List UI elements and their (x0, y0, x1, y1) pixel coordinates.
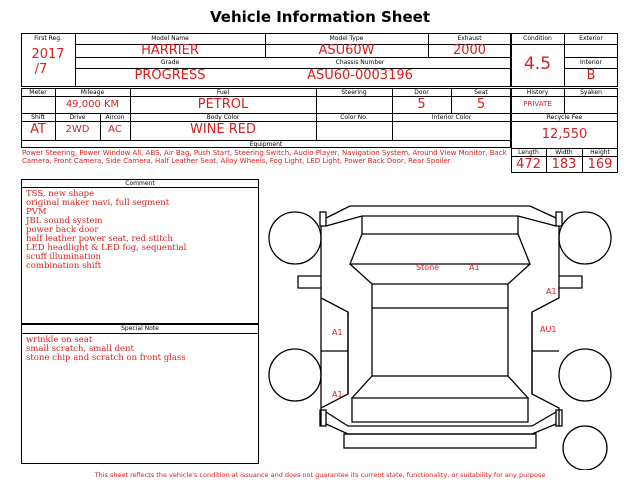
fuel-label: Fuel (216, 89, 230, 96)
length-value: 472 (516, 157, 541, 172)
chassis-value: ASU60-0003196 (307, 68, 413, 83)
grade-label: Grade (160, 59, 180, 66)
equipment-label: Equipment (249, 141, 283, 148)
aircon-value: AC (108, 124, 122, 135)
damage-a1-left-rear: A1 (332, 390, 343, 399)
comment-label: Comment (125, 180, 155, 187)
comment-line: PVM (26, 207, 47, 217)
interior-label: Interior (580, 59, 602, 66)
first-reg-month: /7 (34, 62, 48, 77)
seat-label: Seat (474, 89, 488, 96)
exterior-label: Exterior (579, 35, 603, 42)
first-reg-year: 2017 (31, 47, 65, 62)
special-note-list (26, 336, 186, 363)
fuel-value: PETROL (197, 97, 249, 112)
comment-line: power back door (26, 225, 99, 235)
front-left-wheel (269, 212, 321, 264)
rear-panel (344, 434, 536, 448)
spare-wheel (563, 426, 607, 470)
comment-line: half leather power seat, red stitch (26, 234, 173, 244)
rear-gate (352, 398, 528, 422)
comment-line: JBL sound system (26, 216, 103, 226)
interior-value: B (586, 68, 596, 83)
damage-stone-label: Stone (416, 263, 440, 272)
hood (350, 216, 530, 264)
history-label: History (526, 89, 549, 96)
special-note-line: stone chip and scratch on front glass (26, 353, 186, 363)
length-label: Length (518, 149, 539, 156)
damage-a1-left: A1 (332, 328, 343, 337)
front-left-lamp (320, 212, 326, 226)
comment-line: combination shift (26, 261, 102, 271)
condition-label: Condition (523, 35, 552, 42)
rear-right-wheel (559, 349, 611, 401)
comment-line: scuff illumination (26, 252, 102, 262)
model-name-value: HARRIER (141, 43, 199, 58)
body-color-value: WINE RED (189, 122, 256, 137)
front-right-lamp (556, 212, 562, 226)
recycle-fee-label: Recycle Fee (546, 114, 583, 121)
special-note-line: small scratch, small dent (26, 344, 134, 354)
model-name-label: Model Name (151, 35, 189, 42)
rear-left-wheel (269, 349, 321, 401)
car-damage-diagram (262, 176, 618, 470)
steering-label: Steering (341, 89, 367, 96)
footer-disclaimer: This sheet reflects the vehicle's condition at issuance and does not guarantee its current state, functionality, or suitability for any purpose (94, 471, 546, 479)
aircon-label: Aircon (105, 114, 125, 121)
shift-label: Shift (31, 114, 45, 121)
mileage-value: 49,000 KM (65, 99, 120, 110)
meter-label: Meter (29, 89, 47, 96)
color-no-label: Color No. (340, 114, 368, 121)
interior-color-label: Interior Color (431, 114, 472, 121)
history-value: PRIVATE (523, 100, 552, 108)
damage-a1-right-front: A1 (546, 287, 557, 296)
front-right-wheel (559, 212, 611, 264)
drive-label: Drive (69, 114, 86, 121)
width-label: Width (555, 149, 573, 156)
exhaust-value: 2000 (452, 43, 487, 58)
model-type-label: Model Type (329, 35, 364, 42)
height-value: 169 (587, 157, 613, 172)
sheet-title: Vehicle Information Sheet (210, 8, 430, 26)
damage-au1-right: AU1 (540, 325, 557, 334)
left-mirror (298, 276, 321, 288)
model-type-value: ASU60W (318, 43, 375, 58)
special-note-label: Special Note (121, 325, 159, 332)
height-label: Height (590, 149, 610, 156)
comment-line: original maker navi, full segment (26, 198, 170, 208)
seat-value: 5 (476, 97, 486, 112)
rear-bumper (326, 412, 556, 426)
windshield (350, 264, 530, 284)
roof (372, 308, 508, 376)
comment-list (26, 190, 186, 271)
chassis-label: Chassis Number (335, 59, 385, 66)
special-note-line: wrinkle on seat (26, 335, 93, 345)
mileage-label: Mileage (80, 89, 105, 96)
comment-line: TSS, new shape (26, 189, 95, 199)
shift-value: AT (30, 122, 46, 137)
right-mirror (559, 276, 582, 288)
grade-value: PROGRESS (134, 68, 206, 83)
comment-line: LED headlight & LED fog, sequential (26, 243, 187, 253)
exhaust-label: Exhaust (457, 35, 482, 42)
damage-a1-windshield: A1 (469, 263, 480, 272)
body-color-label: Body Color (206, 114, 240, 121)
equipment-text: Power Steering, Power Window All, ABS, Air Bag, Push Start, Steering Switch, Audio Player, Navigation System, Around View Monitor, Back Camera, Front Camera, Side Camera, Half Leather Seat, Alloy Wheels, Fog Light, LED Light, Power Back Door, Rear Spoiler (22, 149, 507, 165)
door-label: Door (414, 89, 429, 96)
condition-value: 4.5 (523, 54, 552, 74)
syaken-label: Syaken (580, 89, 602, 96)
first-reg-label: First Reg. (34, 35, 62, 42)
door-value: 5 (417, 97, 426, 112)
rear-window (352, 376, 528, 398)
width-value: 183 (551, 157, 577, 172)
recycle-fee-value: 12,550 (541, 127, 588, 142)
drive-value: 2WD (65, 124, 90, 135)
